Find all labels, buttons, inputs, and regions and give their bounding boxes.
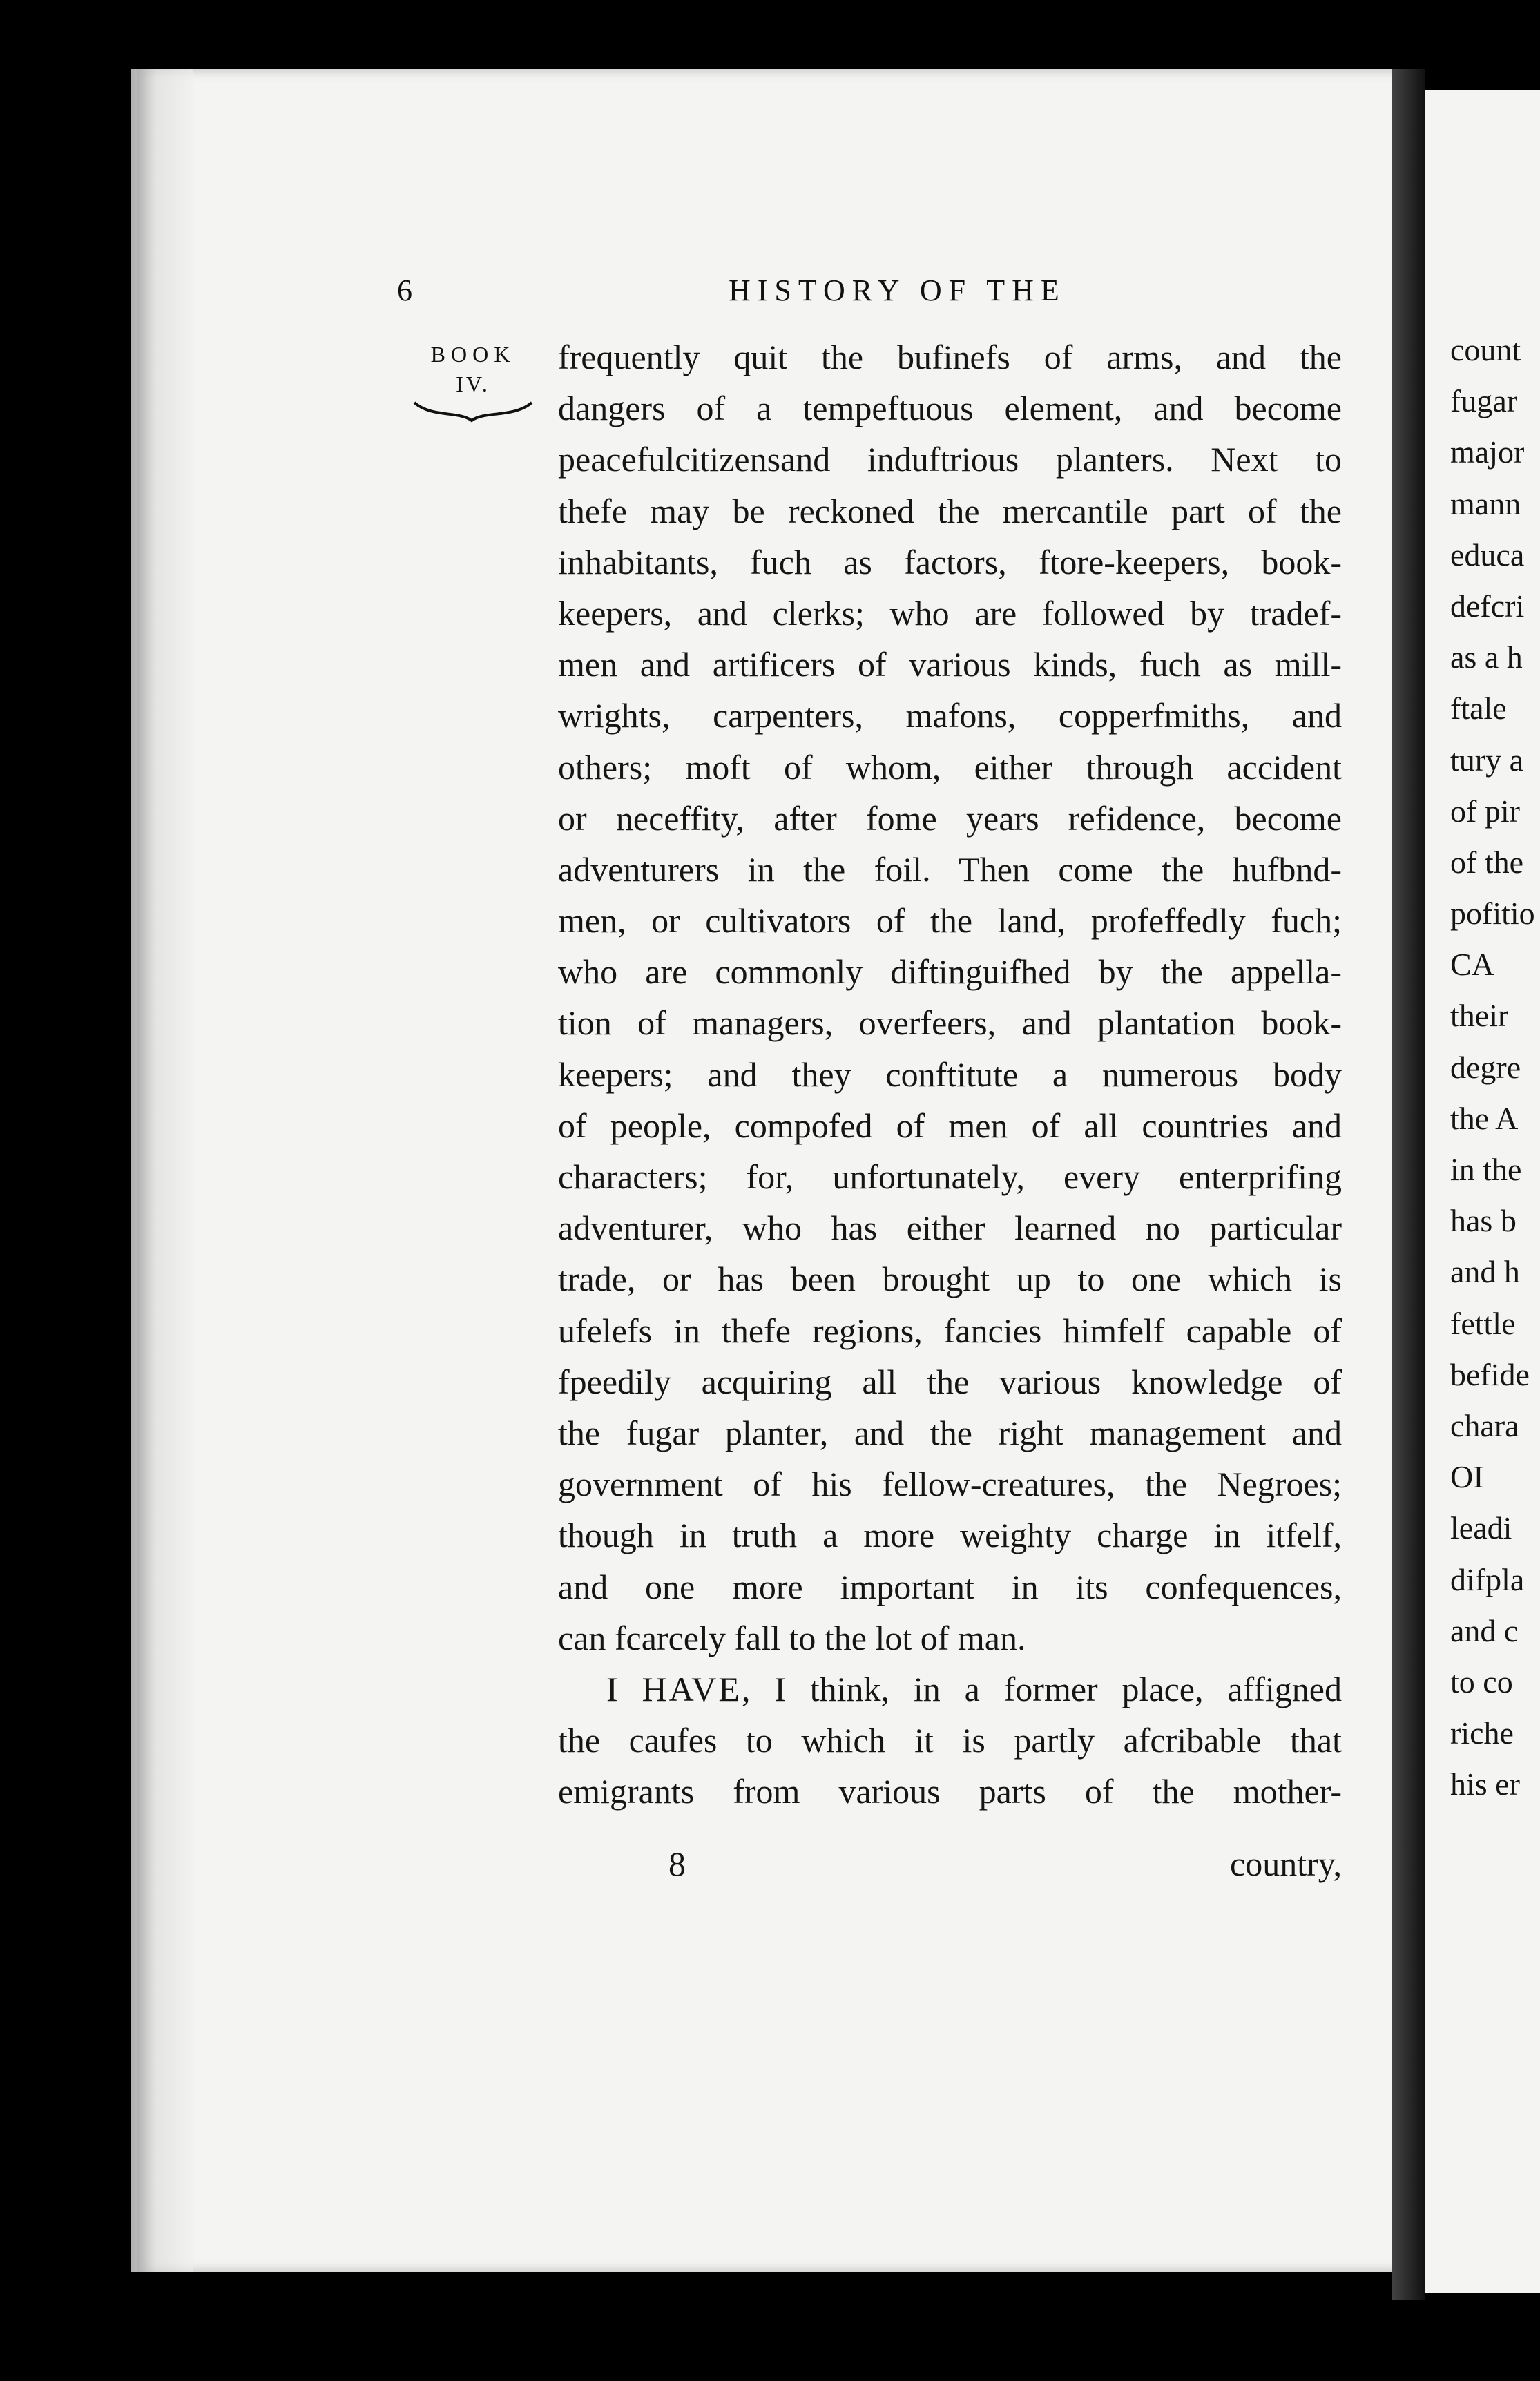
text-line: or neceffity, after fome years refidence, become (558, 798, 1342, 838)
text-line: men and artificers of various kinds, fuch as mill- (558, 645, 1342, 684)
text-line: government of his fellow-creatures, the Negroes; (558, 1465, 1342, 1504)
right-text-fragment: fettle (1450, 1305, 1516, 1341)
text-line: adventurer, who has either learned no particular (558, 1208, 1342, 1248)
text-line: and one more important in its confequences, (558, 1567, 1342, 1606)
running-head (397, 273, 1364, 314)
catchword: country, (1230, 1844, 1342, 1883)
text-line: thefe may be reckoned the mercantile part of the (558, 491, 1342, 530)
right-page-text (1450, 325, 1540, 1810)
margin-note (411, 342, 535, 425)
page-number: 6 (397, 273, 412, 307)
text-line: characters; for, unfortunately, every enterprifing (558, 1157, 1342, 1196)
text-line: inhabitants, fuch as factors, ftore-keepers, book- (558, 542, 1342, 581)
right-text-fragment: to co (1450, 1664, 1513, 1699)
right-text-fragment: riche (1450, 1715, 1514, 1751)
right-text-fragment: defcri (1450, 588, 1525, 624)
right-text-fragment: in the (1450, 1152, 1522, 1187)
text-line: fpeedily acquiring all the various knowledge of (558, 1362, 1342, 1401)
right-text-fragment: the A (1450, 1100, 1519, 1136)
right-text-fragment: tury a (1450, 742, 1524, 778)
right-text-fragment: difpla (1450, 1561, 1525, 1597)
right-text-fragment: OI (1450, 1459, 1484, 1495)
brace-ornament-icon (411, 397, 535, 425)
margin-book-label: BOOK (430, 342, 516, 367)
text-line: of people, compofed of men of all countries and (558, 1106, 1342, 1145)
right-text-fragment: fugar (1450, 383, 1518, 419)
right-text-fragment: befide (1450, 1356, 1530, 1392)
right-text-fragment: and c (1450, 1612, 1519, 1648)
right-text-fragment: ftale (1450, 691, 1507, 726)
text-line: men, or cultivators of the land, profeffedly fuch; (558, 901, 1342, 941)
right-text-fragment: their (1450, 998, 1509, 1034)
text-line: ufelefs in thefe regions, fancies himfelf capable of (558, 1311, 1342, 1350)
main-text (558, 331, 1342, 1817)
signature-mark: 8 (668, 1844, 686, 1883)
margin-book-number: IV. (456, 372, 490, 396)
text-line: emigrants from various parts of the mother- (558, 1772, 1342, 1811)
page-footer (558, 1844, 1342, 1895)
text-line: can fcarcely fall to the lot of man. (558, 1618, 1026, 1657)
right-text-fragment: and h (1450, 1254, 1520, 1290)
paragraph-two-first-line (558, 1664, 1342, 1715)
text-line: wrights, carpenters, mafons, copperfmiths, and (558, 696, 1342, 735)
right-text-fragment: of pir (1450, 793, 1520, 829)
right-text-fragment: leadi (1450, 1510, 1512, 1546)
right-text-fragment: his er (1450, 1766, 1520, 1802)
lead-smallcaps: HAVE (642, 1669, 742, 1708)
lead-word: I (606, 1669, 618, 1708)
text-line: though in truth a more weighty charge in itfelf, (558, 1516, 1342, 1555)
first-line-rest: , I think, in a former place, affigned (741, 1669, 1342, 1708)
right-text-fragment: educa (1450, 537, 1525, 572)
text-line: keepers, and clerks; who are followed by tradef- (558, 593, 1342, 633)
text-line: keepers; and they conftitute a numerous body (558, 1054, 1342, 1094)
text-line: who are commonly diftinguifhed by the appella- (558, 952, 1342, 992)
running-title: HISTORY OF THE (729, 273, 1066, 307)
right-text-fragment: chara (1450, 1407, 1519, 1443)
text-line: adventurers in the foil. Then come the hufbnd- (558, 849, 1342, 889)
text-line: tion of managers, overfeers, and plantation book- (558, 1003, 1342, 1043)
right-text-fragment: pofitio (1450, 896, 1535, 932)
text-line: trade, or has been brought up to one which is (558, 1260, 1342, 1299)
right-text-fragment: of the (1450, 844, 1524, 880)
right-text-fragment: as a h (1450, 639, 1523, 675)
right-text-fragment: mann (1450, 485, 1521, 521)
right-text-fragment: degre (1450, 1049, 1521, 1085)
right-text-fragment: count (1450, 332, 1521, 367)
text-line: the fugar planter, and the right management and (558, 1413, 1342, 1452)
text-line: frequently quit the bufinefs of arms, and the (558, 338, 1342, 376)
left-page-worn-edge (131, 69, 193, 2272)
text-line: peacefulcitizensand induftrious planters. Next to (558, 440, 1342, 479)
right-text-fragment: CA (1450, 947, 1494, 983)
text-line: the caufes to which it is partly afcribable that (558, 1721, 1342, 1760)
text-line: others; moft of whom, either through accident (558, 747, 1342, 787)
right-text-fragment: has b (1450, 1203, 1517, 1239)
text-line: dangers of a tempeftuous element, and become (558, 389, 1342, 428)
book-gutter (1392, 69, 1425, 2300)
right-text-fragment: major (1450, 434, 1525, 470)
